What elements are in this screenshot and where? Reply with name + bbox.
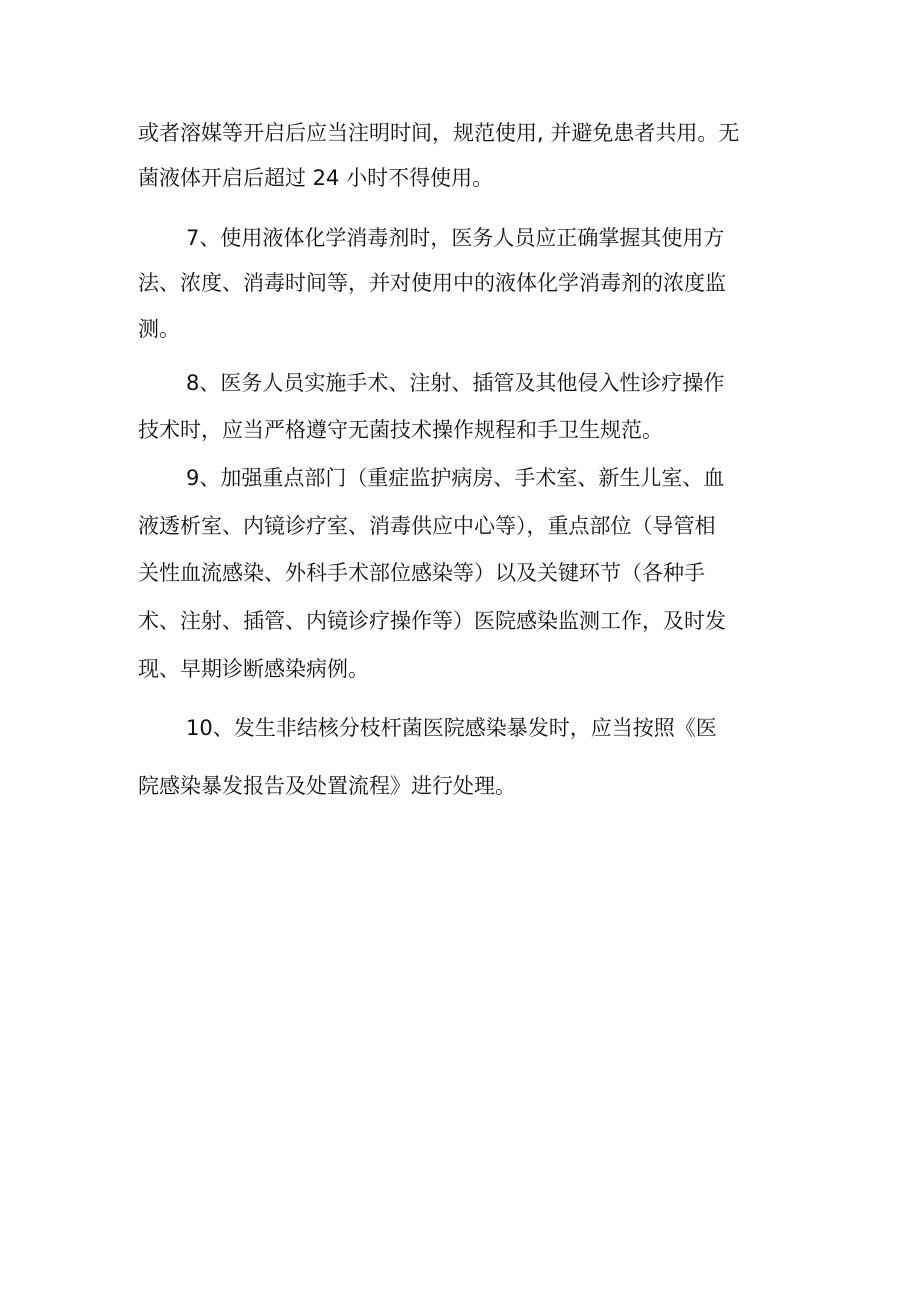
paragraph-3-line-1: 8、医务人员实施手术、注射、插管及其他侵入性诊疗操作 (186, 371, 725, 395)
paragraph-2-line-3: 测。 (138, 317, 180, 341)
paragraph-2-line-1: 7、使用液体化学消毒剂时，医务人员应正确掌握其使用方 (186, 226, 725, 250)
paragraph-2-line-2: 法、浓度、消毒时间等，并对使用中的液体化学消毒剂的浓度监 (138, 271, 726, 295)
paragraph-3-line-2: 技术时，应当严格遵守无菌技术操作规程和手卫生规范。 (138, 418, 663, 442)
paragraph-1-line-1: 或者溶媒等开启后应当注明时间，规范使用, 并避免患者共用。无 (138, 121, 740, 145)
paragraph-1-line-2: 菌液体开启后超过 24 小时不得使用。 (138, 166, 494, 190)
paragraph-5-line-1: 10、发生非结核分枝杆菌医院感染暴发时，应当按照《医 (186, 716, 717, 740)
paragraph-4-line-4: 术、注射、插管、内镜诊疗操作等）医院感染监测工作，及时发 (138, 609, 726, 633)
paragraph-5-line-2: 院感染暴发报告及处置流程》进行处理。 (138, 774, 516, 798)
paragraph-4-line-1: 9、加强重点部门（重症监护病房、手术室、新生儿室、血 (186, 466, 725, 490)
paragraph-4-line-3: 关性血流感染、外科手术部位感染等）以及关键环节（各种手 (138, 561, 705, 585)
paragraph-4-line-5: 现、早期诊断感染病例。 (138, 657, 369, 681)
paragraph-4-line-2: 液透析室、内镜诊疗室、消毒供应中心等），重点部位（导管相 (138, 514, 716, 538)
